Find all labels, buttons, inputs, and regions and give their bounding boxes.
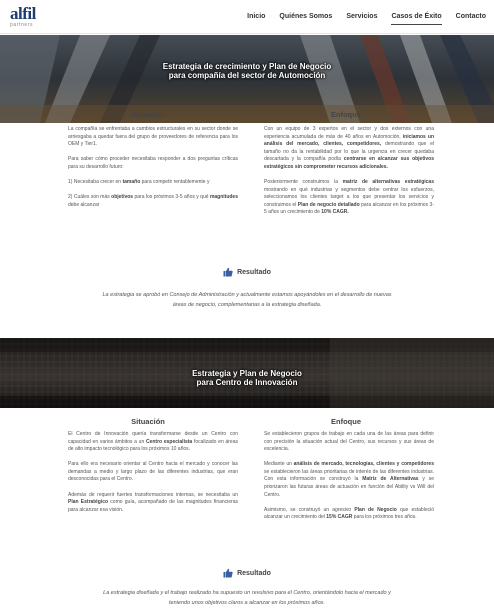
text: como guía, acompañado de las magnitudes financieras para alcanzar esa visión.	[68, 499, 238, 513]
paragraph: Para ello era necesario orientar al Centro hacia el mercado y conocer las demandas a medio y largo plazo de las diferentes industrias, que eran desconocidas para el Centro.	[68, 461, 238, 483]
paragraph	[68, 194, 238, 209]
case1-situacion-text	[68, 126, 238, 217]
text: Con un equipo de 3 expertos en el sector y dos externos con una experiencia acumulada de más de 40 años en Automoción,	[264, 126, 434, 140]
paragraph	[68, 431, 238, 454]
bold-text: magnitudes	[209, 194, 238, 201]
case1-title-line1: Estrategia de crecimiento y Plan de Negocio	[162, 62, 332, 71]
bold-text: 15% CAGR	[326, 514, 353, 521]
case2-hero-banner	[0, 338, 494, 408]
text: Mediante un	[264, 461, 294, 468]
text: 2) Cuáles son más	[68, 194, 112, 201]
paragraph: Para saber cómo proceder necesitaba responder a dos preguntas críticas para su desarrollo futuro:	[68, 156, 238, 170]
paragraph: La compañía se enfrentaba a cambios estructurales en su sector donde se arriesgaba a quedar fuera del grupo de proveedores de referencia para los OEM y Tier1.	[68, 126, 238, 148]
bold-text: matriz de alternativas estratégicas	[342, 179, 434, 186]
bold-text: 10% CAGR.	[321, 209, 349, 216]
bold-text: Matriz de Alternativas	[362, 476, 419, 483]
case1-enfoque-text	[264, 126, 434, 225]
bold-text: Plan Estratégico	[68, 499, 109, 506]
case1-resultado-header	[0, 267, 494, 277]
text: mostrando en qué industrias y segmentos debe centrar los esfuerzos, seleccionamos los clientes target a los que presentar los servicios y construimos el	[264, 186, 434, 208]
text: demostrando que el tamaño no da la rentabilidad por lo que la urgencia en crecer quedaba descartada y la compañía podía	[264, 141, 434, 163]
logo-subtitle: partners	[10, 22, 34, 28]
text: se establecieron las áreas prioritarias de interés de las diferentes industrias. Con esta información se construyó la	[264, 468, 434, 483]
paragraph: Se establecieron grupos de trabajo en cada una de las áreas para definir con precisión la situación actual del Centro, sus recursos y sus áreas de excelencia.	[264, 431, 434, 453]
text: El Centro de Innovación quería transformarse desde un Centro con capacidad en varios ámbitos a un	[68, 431, 238, 445]
case2-enfoque-text	[264, 431, 434, 529]
text: Asimismo, se construyó un agresivo	[264, 506, 355, 513]
case1-title-line2: para compañía del sector de Automoción	[168, 71, 326, 80]
thumbs-up-icon	[223, 568, 233, 578]
text: para los próximos tres años.	[352, 514, 417, 521]
case1-resultado-text: La estrategia se aprobó en Consejo de Administración y actualmente estamos apoyándoles en el desarrollo de nuevas áreas de negocio, complementarias a la estrategia diseñada.	[102, 292, 392, 308]
nav-item-servicios[interactable]: Servicios	[346, 13, 378, 20]
bold-text: Centro especialista	[145, 438, 193, 445]
case2-resultado-label: Resultado	[237, 569, 271, 577]
nav-item-casos-de-exito[interactable]: Casos de Éxito	[391, 13, 441, 25]
case1-enfoque-heading: Enfoque	[331, 110, 361, 119]
text: Además de requerir fuertes transformaciones internas, se necesitaba un	[68, 491, 238, 498]
case2-title-line1: Estrategia y Plan de Negocio	[192, 369, 302, 378]
paragraph	[68, 492, 238, 515]
case2-resultado-header	[0, 568, 494, 578]
thumbs-up-icon	[223, 267, 233, 277]
paragraph	[264, 461, 434, 499]
main-menu	[247, 13, 486, 25]
bold-text: Plan de negocio detallado	[297, 201, 360, 208]
case1-situacion-heading: Situación	[131, 110, 165, 119]
case2-situacion-heading: Situación	[131, 417, 165, 426]
brand-logo[interactable]	[10, 5, 50, 29]
bold-text: tamaño	[122, 178, 141, 185]
nav-item-inicio[interactable]: Inicio	[247, 13, 266, 20]
case2-enfoque-heading: Enfoque	[331, 417, 361, 426]
bold-text: centrarse en alcanzar sus objetivos estratégicos sin comprometer recursos adicionales.	[264, 156, 435, 170]
text: focalizado en áreas de alto impacto tecnológico para los próximos 10 años.	[68, 438, 238, 453]
paragraph	[264, 507, 434, 522]
case2-title-line2: para Centro de Innovación	[196, 378, 298, 387]
case1-title	[0, 62, 494, 80]
nav-item-quienes-somos[interactable]: Quiénes Somos	[279, 13, 333, 20]
text: debe alcanzar	[68, 201, 100, 208]
bold-text: objetivos	[111, 194, 134, 201]
paragraph	[264, 126, 434, 172]
text: para alcanzar en los próximos 3-5 años un crecimiento de	[264, 201, 434, 216]
text: Posteriormente construimos la	[264, 179, 343, 186]
case2-resultado-text: La estrategia diseñada y el trabajo realizado ha supuesto un revulsivo para el Centro, orientándolo hacia el mercado y teniendo unos objetivos claros a alcanzar en los próximos años.	[103, 590, 391, 606]
logo-mark: alfil	[10, 4, 36, 23]
case2-title	[0, 369, 494, 387]
text: que estableció alcanzar un crecimiento del	[264, 506, 434, 521]
bold-text: análisis de mercado, tecnologías, clientes y competidores	[293, 461, 434, 468]
case1-resultado-label: Resultado	[237, 268, 271, 276]
nav-item-contacto[interactable]: Contacto	[455, 13, 486, 20]
case2-situacion-text	[68, 431, 238, 522]
text: 1) Necesitaba crecer en	[68, 178, 123, 185]
text: para los próximos 3-5 años y qué	[133, 194, 210, 201]
bold-text: iniciamos un análisis del mercado, clientes, competidores,	[264, 133, 434, 148]
paragraph	[68, 179, 238, 187]
bold-text: Plan de Negocio	[354, 506, 397, 513]
text: para competir rentablemente y	[140, 178, 210, 185]
top-navbar	[0, 0, 494, 34]
paragraph	[264, 179, 434, 217]
text: y se priorizaron las futuras áreas de actuación en función del Ability vs Will del Centro.	[264, 476, 435, 498]
